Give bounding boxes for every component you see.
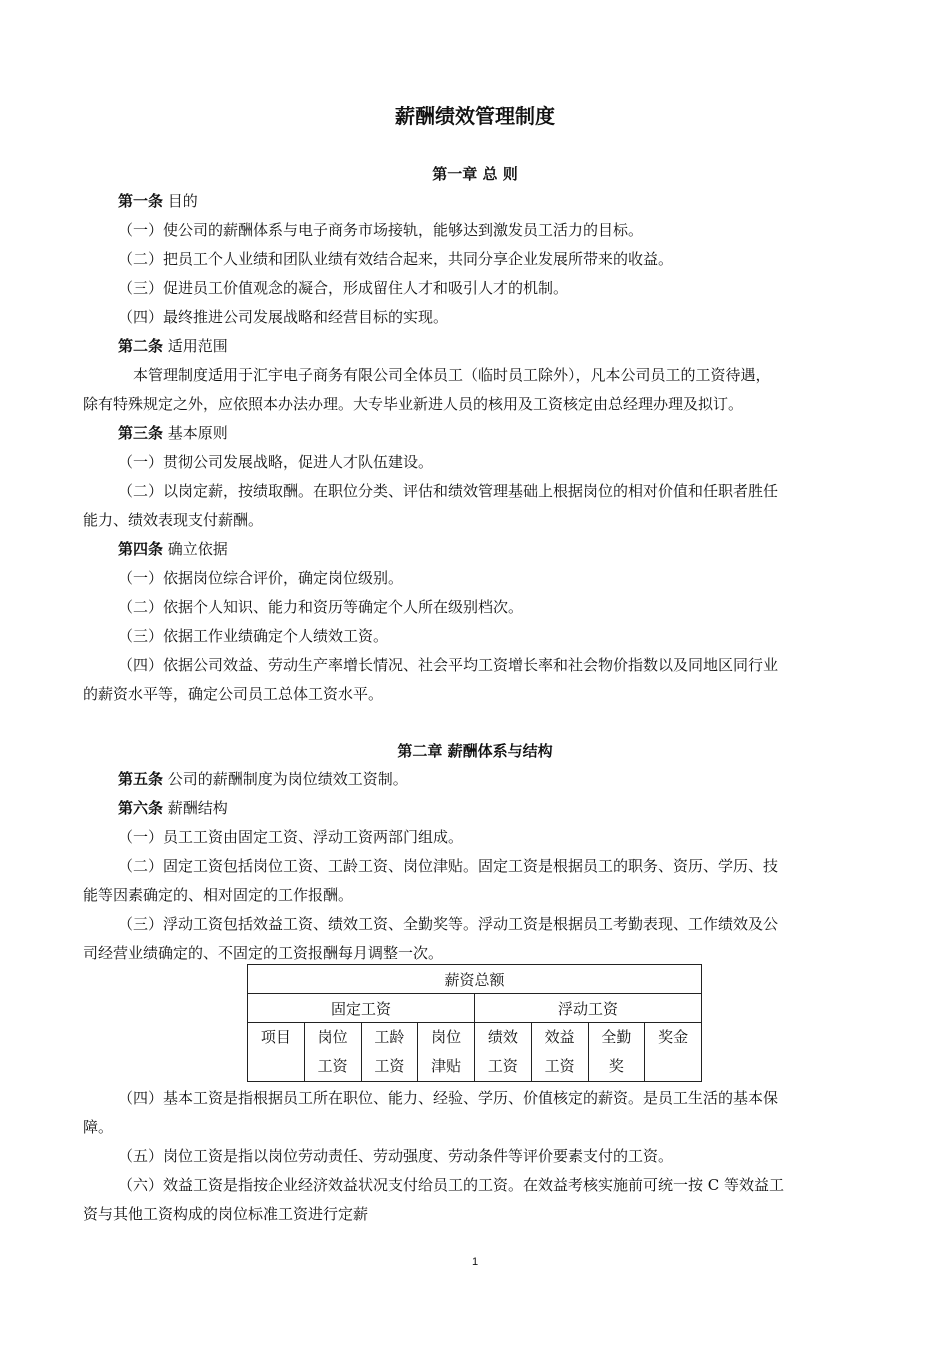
article-4 (118, 539, 873, 559)
article-3-item-2-line-2: 能力、绩效表现支付薪酬。 (83, 511, 264, 529)
article-4-item-1: （一）依据岗位综合评价，确定岗位级别。 (118, 569, 404, 587)
table-cell-line-2: 工资 (487, 1057, 518, 1075)
article-6 (118, 798, 873, 818)
article-5 (118, 769, 873, 789)
article-3 (118, 423, 873, 443)
article-6-item-4-line-1: （四）基本工资是指根据员工所在职位、能力、经验、学历、价值核定的薪资。是员工生活的基本保 (118, 1089, 779, 1107)
table-cell-line-2: 津贴 (431, 1057, 462, 1075)
article-2-label: 第二条 (118, 337, 164, 355)
table-cell-line-1: 绩效 (487, 1028, 518, 1046)
article-2 (118, 336, 873, 356)
article-6-item-6-line-2: 资与其他工资构成的岗位标准工资进行定薪 (83, 1205, 369, 1223)
table-cell-line-1: 效益 (544, 1028, 575, 1046)
table-cell-position-pay (304, 1023, 361, 1082)
table-cell-line-2: 工资 (317, 1057, 348, 1075)
article-4-label: 第四条 (118, 540, 164, 558)
document-title: 薪酬绩效管理制度 (395, 104, 555, 128)
table-header-total: 薪资总额 (248, 965, 702, 994)
article-2-text-line-2: 除有特殊规定之外，应依照本办法办理。大专毕业新进人员的核用及工资核定由总经理办理及拟订。 (83, 395, 744, 413)
article-6-item-1: （一）员工工资由固定工资、浮动工资两部门组成。 (118, 828, 464, 846)
salary-structure-table (247, 964, 702, 1082)
table-cell-line-1: 全勤 (601, 1028, 632, 1046)
article-3-item-1: （一）贯彻公司发展战略，促进人才队伍建设。 (118, 453, 434, 471)
page-number: 1 (471, 1256, 479, 1268)
table-cell-item (248, 1023, 305, 1082)
article-2-title: 适用范围 (167, 337, 228, 355)
article-1-label: 第一条 (118, 192, 164, 210)
article-6-item-2-line-2: 能等因素确定的、相对固定的工作报酬。 (83, 886, 354, 904)
article-6-title: 薪酬结构 (167, 799, 228, 817)
article-6-item-2-line-1: （二）固定工资包括岗位工资、工龄工资、岗位津贴。固定工资是根据员工的职务、资历、学历、技 (118, 857, 779, 875)
table-cell-benefit-pay (531, 1023, 588, 1082)
article-6-label: 第六条 (118, 799, 164, 817)
article-3-item-2-line-1: （二）以岗定薪，按绩取酬。在职位分类、评估和绩效管理基础上根据岗位的相对价值和任职者胜任 (118, 482, 779, 500)
article-1-item-4: （四）最终推进公司发展战略和经营目标的实现。 (118, 308, 449, 326)
table-cell-line-2: 工资 (544, 1057, 575, 1075)
table-cell-line-2: 工资 (374, 1057, 405, 1075)
article-4-item-4-line-2: 的薪资水平等，确定公司员工总体工资水平。 (83, 685, 384, 703)
article-4-item-3: （三）依据工作业绩确定个人绩效工资。 (118, 627, 389, 645)
article-6-item-3-line-2: 司经营业绩确定的、不固定的工资报酬每月调整一次。 (83, 944, 444, 962)
chapter-2-heading: 第二章 薪酬体系与结构 (397, 742, 553, 760)
article-2-text-line-1: 本管理制度适用于汇宇电子商务有限公司全体员工（临时员工除外），凡本公司员工的工资待遇， (133, 366, 771, 384)
article-3-title: 基本原则 (167, 424, 228, 442)
article-3-label: 第三条 (118, 424, 164, 442)
table-cell-line-1: 项目 (260, 1028, 291, 1046)
article-4-title: 确立依据 (167, 540, 228, 558)
table-cell-performance-pay (475, 1023, 532, 1082)
table-header-fixed: 固定工资 (248, 994, 475, 1023)
table-cell-seniority-pay (361, 1023, 418, 1082)
table-cell-attendance-bonus (588, 1023, 645, 1082)
article-5-text: 公司的薪酬制度为岗位绩效工资制。 (167, 770, 408, 788)
article-1-item-1: （一）使公司的薪酬体系与电子商务市场接轨，能够达到激发员工活力的目标。 (118, 221, 644, 239)
article-6-item-5: （五）岗位工资是指以岗位劳动责任、劳动强度、劳动条件等评价要素支付的工资。 (118, 1147, 674, 1165)
chapter-1-heading: 第一章 总 则 (432, 165, 518, 183)
table-cell-bonus (645, 1023, 702, 1082)
article-6-item-6-line-1: （六）效益工资是指按企业经济效益状况支付给员工的工资。在效益考核实施前可统一按 C 等效益工 (118, 1176, 785, 1194)
table-cell-position-allowance (418, 1023, 475, 1082)
article-4-item-2: （二）依据个人知识、能力和资历等确定个人所在级别档次。 (118, 598, 524, 616)
article-1-item-2: （二）把员工个人业绩和团队业绩有效结合起来，共同分享企业发展所带来的收益。 (118, 250, 674, 268)
article-1-title: 目的 (167, 192, 198, 210)
article-4-item-4-line-1: （四）依据公司效益、劳动生产率增长情况、社会平均工资增长率和社会物价指数以及同地区同行业 (118, 656, 779, 674)
table-cell-line-1: 奖金 (658, 1028, 689, 1046)
article-5-label: 第五条 (118, 770, 164, 788)
table-cell-line-1: 工龄 (374, 1028, 405, 1046)
article-1-item-3: （三）促进员工价值观念的凝合，形成留住人才和吸引人才的机制。 (118, 279, 569, 297)
article-6-item-3-line-1: （三）浮动工资包括效益工资、绩效工资、全勤奖等。浮动工资是根据员工考勤表现、工作绩效及公 (118, 915, 779, 933)
table-cell-line-2: 奖 (608, 1057, 624, 1075)
table-cell-line-1: 岗位 (317, 1028, 348, 1046)
article-6-item-4-line-2: 障。 (83, 1118, 114, 1136)
table-cell-line-1: 岗位 (431, 1028, 462, 1046)
article-1 (118, 191, 873, 211)
table-header-floating: 浮动工资 (475, 994, 702, 1023)
